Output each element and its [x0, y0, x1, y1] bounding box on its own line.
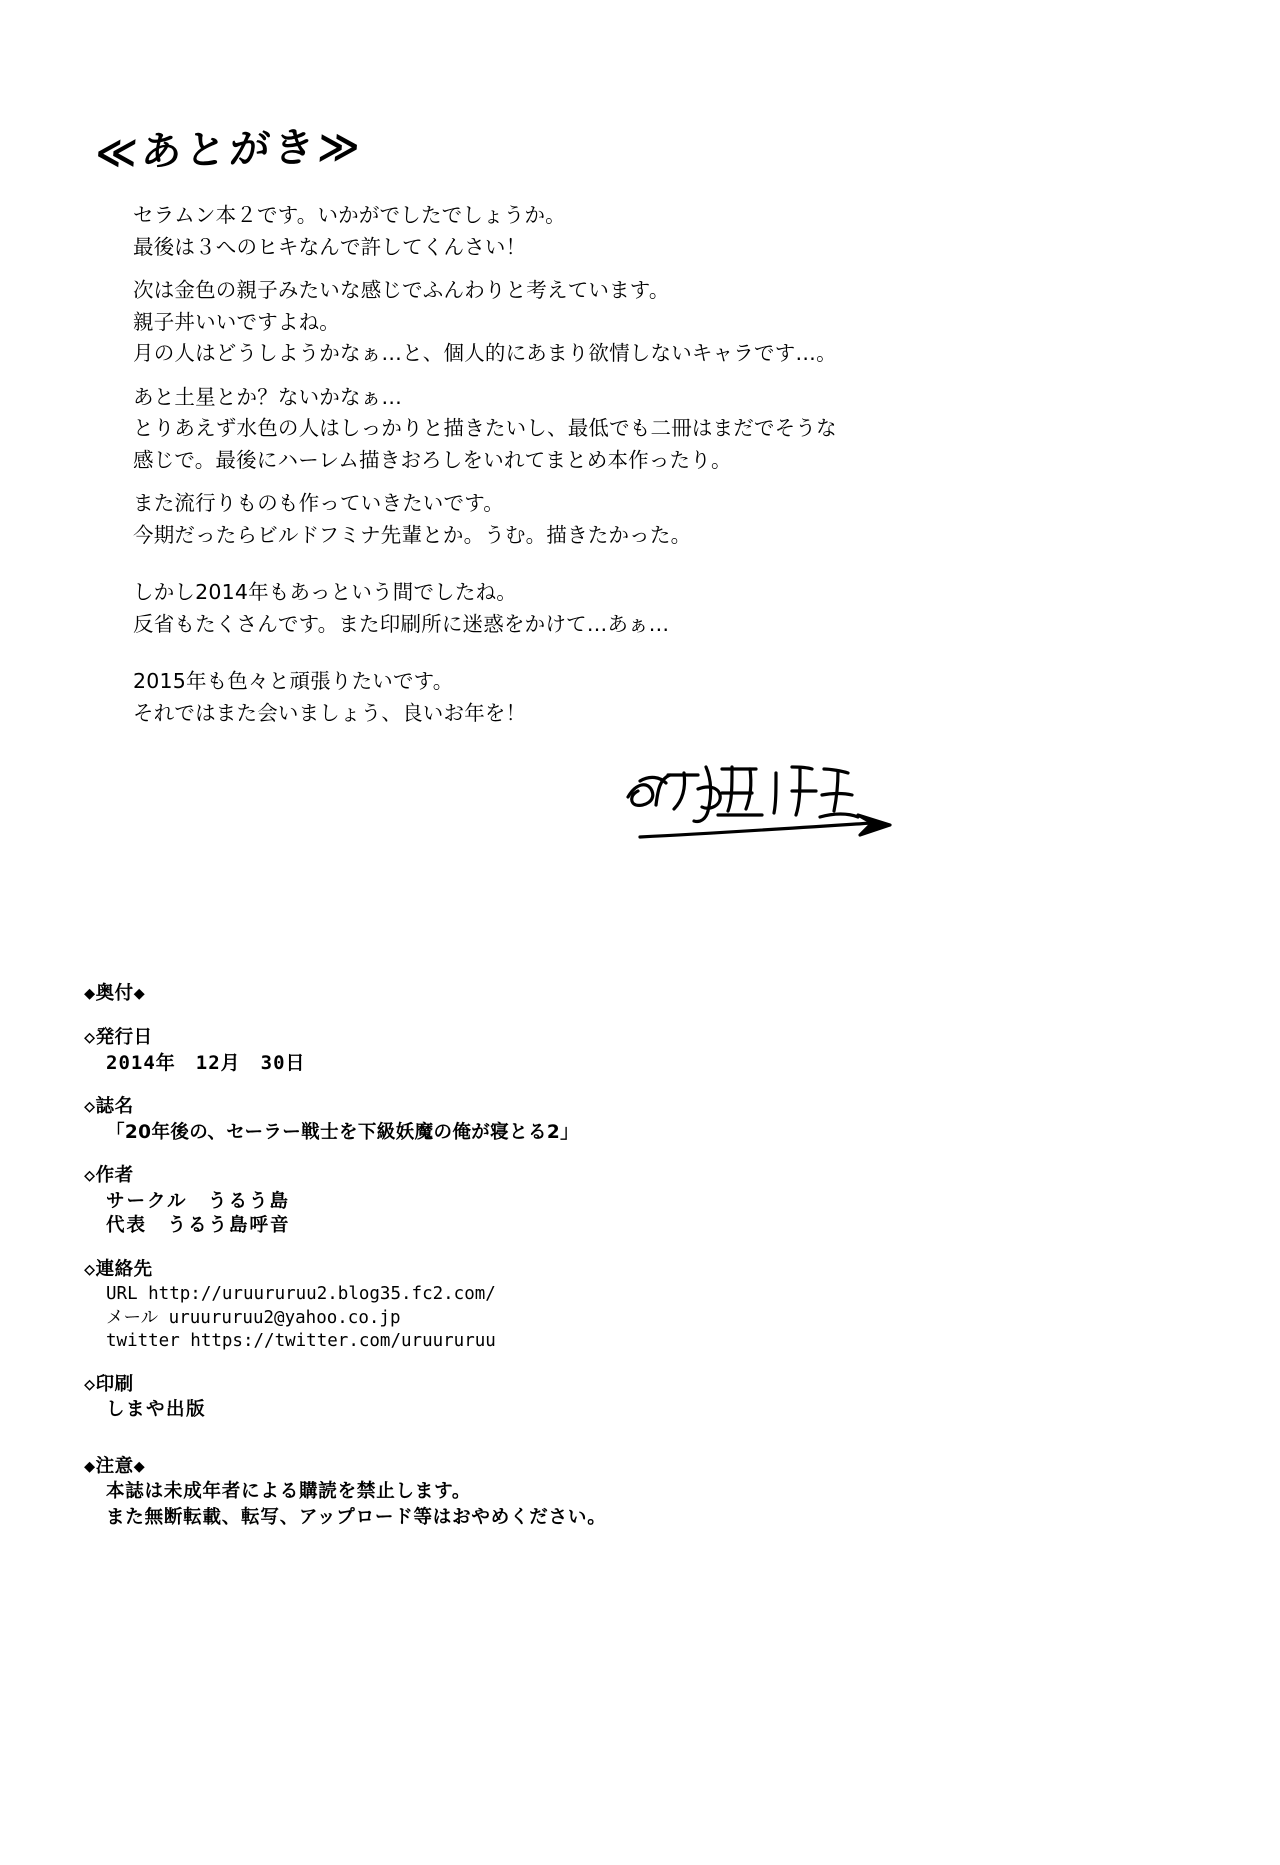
colophon-section [84, 1026, 804, 1074]
afterword-line: セラムン本２です。いかがでしたでしょうか。 [133, 203, 566, 227]
colophon-section-title: ◇連絡先 [84, 1258, 153, 1280]
colophon-row: 「20年後の、セーラー戦士を下級妖魔の俺が寝とる2」 [106, 1121, 580, 1143]
colophon-row: サークル うるう島 [106, 1190, 290, 1212]
afterword-line: 今期だったらビルドフミナ先輩とか。うむ。描きたかった。 [133, 522, 692, 547]
colophon-heading: ◆奥付◆ [84, 983, 146, 1004]
colophon-section-body [84, 1286, 804, 1351]
colophon-row: 代表 うるう島呼音 [106, 1215, 291, 1236]
colophon-section-body [84, 1121, 804, 1143]
afterword-line: 月の人はどうしようかなぁ…と、個人的にあまり欲情しないキャラです…。 [133, 341, 837, 365]
afterword-line: 親子丼いいですよね。 [133, 309, 340, 334]
colophon-notice [84, 1455, 804, 1528]
colophon-row: 2014年 12月 30日 [106, 1052, 306, 1074]
colophon-section-body [84, 1054, 804, 1073]
notice-body [84, 1483, 804, 1527]
colophon-row[interactable]: twitter https://twitter.com/uruururuu [106, 1331, 496, 1351]
notice-row: また無断転載、転写、アップロード等はおやめください。 [106, 1506, 607, 1528]
afterword-line: 最後は３へのヒキなんで許してくんさい！ [133, 234, 527, 259]
afterword-paragraph [133, 671, 913, 723]
notice-title: ◆注意◆ [84, 1455, 146, 1477]
colophon-block [84, 985, 804, 1552]
colophon-section [84, 1167, 804, 1236]
afterword-heading: ≪あとがき≫ [93, 123, 366, 177]
afterword-line: また流行りものも作っていきたいです。 [133, 491, 504, 515]
afterword-paragraph [133, 205, 913, 257]
afterword-paragraph [133, 493, 913, 545]
afterword-line: しかし2014年もあっという間でしたね。 [133, 580, 517, 604]
colophon-section [84, 1258, 804, 1351]
afterword-line: 2015年も色々と頑張りたいです。 [133, 669, 454, 693]
afterword-paragraph [133, 280, 913, 364]
colophon-section-title: ◇作者 [84, 1165, 134, 1186]
afterword-line: 感じで。最後にハーレム描きおろしをいれてまとめ本作ったり。 [133, 447, 732, 472]
colophon-section-body [84, 1190, 804, 1236]
colophon-row[interactable]: メール uruururuu2@yahoo.co.jp [106, 1307, 401, 1328]
afterword-body [133, 205, 913, 746]
afterword-paragraph [133, 582, 913, 634]
colophon-row[interactable]: URL http://uruururuu2.blog35.fc2.com/ [106, 1284, 496, 1304]
colophon-section-title: ◇印刷 [84, 1373, 134, 1395]
afterword-line: 反省もたくさんです。また印刷所に迷惑をかけて…あぁ… [133, 611, 670, 636]
notice-row: 本誌は未成年者による購読を禁止します。 [106, 1481, 472, 1502]
colophon-section [84, 1373, 804, 1420]
colophon-section [84, 1098, 804, 1142]
colophon-section-title: ◇誌名 [84, 1096, 134, 1117]
colophon-row: しまや出版 [106, 1399, 207, 1420]
colophon-sections [84, 1026, 804, 1420]
colophon-section-title: ◇発行日 [84, 1026, 153, 1048]
author-signature [610, 745, 930, 865]
afterword-line: それではまた会いましょう、良いお年を！ [133, 700, 527, 725]
afterword-line: あと土星とか？ないかなぁ… [133, 384, 403, 409]
colophon-section-body [84, 1401, 804, 1420]
afterword-line: 次は金色の親子みたいな感じでふんわりと考えています。 [133, 278, 670, 302]
afterword-paragraph [133, 384, 913, 472]
afterword-line: とりあえず水色の人はしっかりと描きたいし、最低でも二冊はまだでそうな [133, 416, 837, 440]
